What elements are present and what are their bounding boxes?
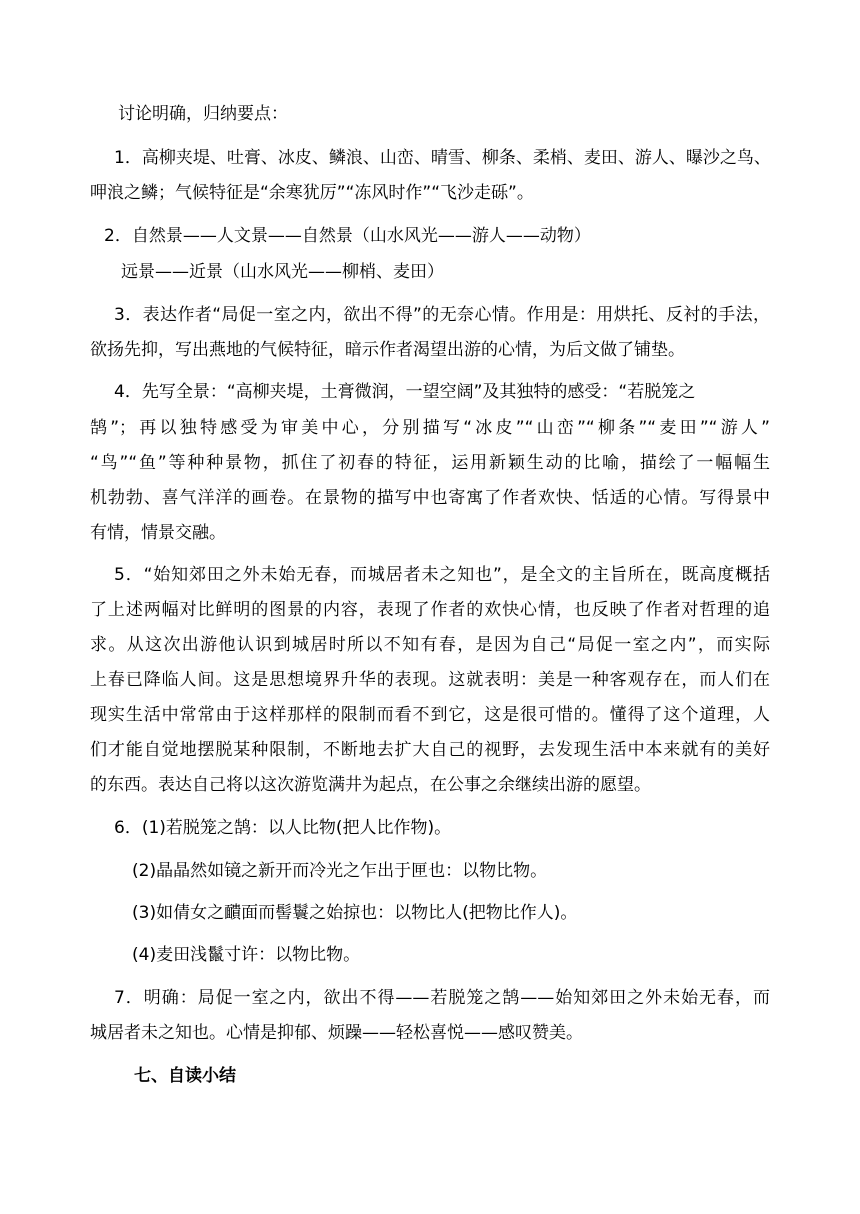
text-line: 远景——近景（山水风光——柳梢、麦田） <box>121 262 444 282</box>
text-line: 欲扬先抑，写出燕地的气候特征，暗示作者渴望出游的心情，为后文做了铺垫。 <box>90 340 685 360</box>
text-line: 2．自然景——人文景——自然景（山水风光——游人——动物） <box>104 226 591 246</box>
section-heading: 七、自读小结 <box>134 1066 236 1086</box>
text-line: (3)如倩女之靧面而髻鬟之始掠也：以物比人(把物比作人)。 <box>132 903 578 923</box>
text-line: 3．表达作者“局促一室之内，欲出不得”的无奈心情。作用是：用烘托、反衬的手法， <box>114 305 770 325</box>
text-line: 呷浪之鳞；气候特征是“余寒犹厉”“冻风时作”“飞沙走砾”。 <box>90 183 534 203</box>
text-line: 们才能自觉地摆脱某种限制，不断地去扩大自己的视野，去发现生活中本来就有的美好 <box>90 740 770 760</box>
text-line: 鹄”；再以独特感受为审美中心，分别描写“冰皮”“山峦”“柳条”“麦田”“游人” <box>90 418 770 438</box>
text-line: 上春已降临人间。这是思想境界升华的表现。这就表明：美是一种客观存在，而人们在 <box>90 670 770 690</box>
text-line: 有情，情景交融。 <box>90 523 226 543</box>
text-line: 了上述两幅对比鲜明的图景的内容，表现了作者的欢快心情，也反映了作者对哲理的追 <box>90 600 770 620</box>
text-line: 现实生活中常常由于这样那样的限制而看不到它，这是很可惜的。懂得了这个道理，人 <box>90 705 770 725</box>
text-line: 城居者未之知也。心情是抑郁、烦躁——轻松喜悦——感叹赞美。 <box>90 1023 583 1043</box>
text-line: 讨论明确，归纳要点： <box>118 104 288 124</box>
text-line: 机勃勃、喜气洋洋的画卷。在景物的描写中也寄寓了作者欢快、恬适的心情。写得景中 <box>90 488 770 508</box>
text-line: 求。从这次出游他认识到城居时所以不知有春，是因为自己“局促一室之内”，而实际 <box>90 635 770 655</box>
text-line: 1．高柳夹堤、吐膏、冰皮、鳞浪、山峦、晴雪、柳条、柔梢、麦田、游人、曝沙之鸟、 <box>114 148 771 168</box>
text-line: (2)晶晶然如镜之新开而冷光之乍出于匣也：以物比物。 <box>132 861 548 881</box>
text-line: “鸟”“鱼”等种种景物，抓住了初春的特征，运用新颖生动的比喻，描绘了一幅幅生 <box>90 453 770 473</box>
text-line: (4)麦田浅鬣寸许：以物比物。 <box>132 945 361 965</box>
text-line: 7．明确：局促一室之内，欲出不得——若脱笼之鹄——始知郊田之外未始无春，而 <box>114 988 770 1008</box>
text-line: 6．(1)若脱笼之鹄：以人比物(把人比作物)。 <box>114 818 452 838</box>
text-line: 4．先写全景：“高柳夹堤，土膏微润，一望空阔”及其独特的感受：“若脱笼之 <box>114 382 696 402</box>
text-line: 5．“始知郊田之外未始无春，而城居者未之知也”，是全文的主旨所在，既高度概括 <box>114 565 770 585</box>
text-line: 的东西。表达自己将以这次游览满井为起点，在公事之余继续出游的愿望。 <box>90 775 651 795</box>
